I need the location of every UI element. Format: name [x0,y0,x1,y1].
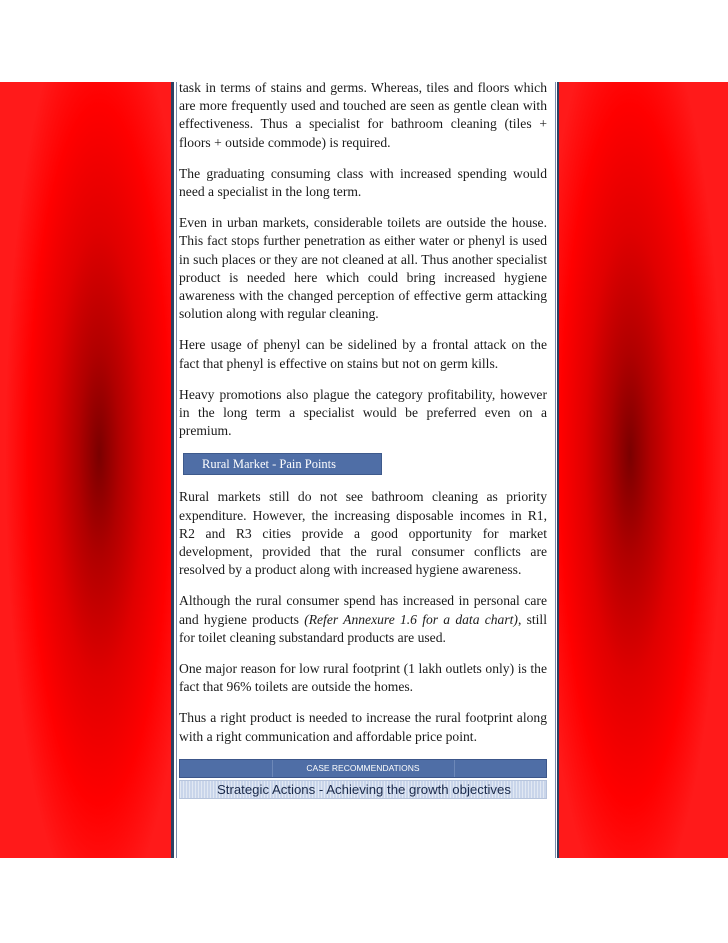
right-border-rule [557,82,559,858]
bar-divider [454,760,455,777]
paragraph-heavy-promotions: Heavy promotions also plague the category profitability, however in the long term a specialist would be preferred even on a premium. [179,386,547,439]
paragraph-rural-priority: Rural markets still do not see bathroom cleaning as priority expenditure. However, the increasing disposable incomes in R1, R2 and R3 cities provide a good opportunity for market development, provided that the rural consumer conflicts are resolved by a product along with increased hygiene awareness. [179,489,547,578]
paragraph-urban-markets: Even in urban markets, considerable toilets are outside the house. This fact stops further penetration as either water or phenyl is used in such places or they are not cleaned at all. Thus another specialist product is needed here which could bring increased hygiene awareness with the changed perception of effective germ attacking solution along with regular cleaning. [179,215,547,322]
paragraph-right-product: Thus a right product is needed to increase the rural footprint along with a right communication and affordable price point. [179,710,547,744]
strategic-actions-title: Strategic Actions - Achieving the growth objectives [179,780,547,799]
paragraph-bathroom-specialist: task in terms of stains and germs. Whereas, tiles and floors which are more frequently used and touched are seen as gentle clean with effectiveness. Thus a specialist for bathroom cleaning (tiles + floors + outside commode) is required. [179,80,547,150]
case-recommendations-label: CASE RECOMMENDATIONS [306,762,420,773]
paragraph-rural-footprint: One major reason for low rural footprint (1 lakh outlets only) is the fact that 96% toilets are outside the homes. [179,661,547,695]
annexure-reference: (Refer Annexure 1.6 for a data chart) [304,611,518,627]
paragraph-graduating-class: The graduating consuming class with increased spending would need a specialist in the long term. [179,165,547,200]
bar-divider [272,760,273,777]
case-recommendations-bar [179,759,547,778]
right-decorative-panel [559,82,728,858]
rural-spend-text-end: , still for toilet cleaning substandard products are used. [179,611,547,645]
paragraph-rural-consumer-spend [179,592,547,647]
left-border-rule-thin [176,82,177,858]
section-heading-rural-pain-points: Rural Market - Pain Points [183,453,382,475]
left-decorative-panel [0,82,171,858]
left-border-rule [171,82,174,858]
right-border-rule-thin [555,82,556,858]
paragraph-phenyl-usage: Here usage of phenyl can be sidelined by a frontal attack on the fact that phenyl is effective on stains but not on germ kills. [179,337,547,371]
rural-spend-text-start: Although the rural consumer spend has increased in personal care and hygiene products [179,593,547,627]
page-content [179,79,547,799]
